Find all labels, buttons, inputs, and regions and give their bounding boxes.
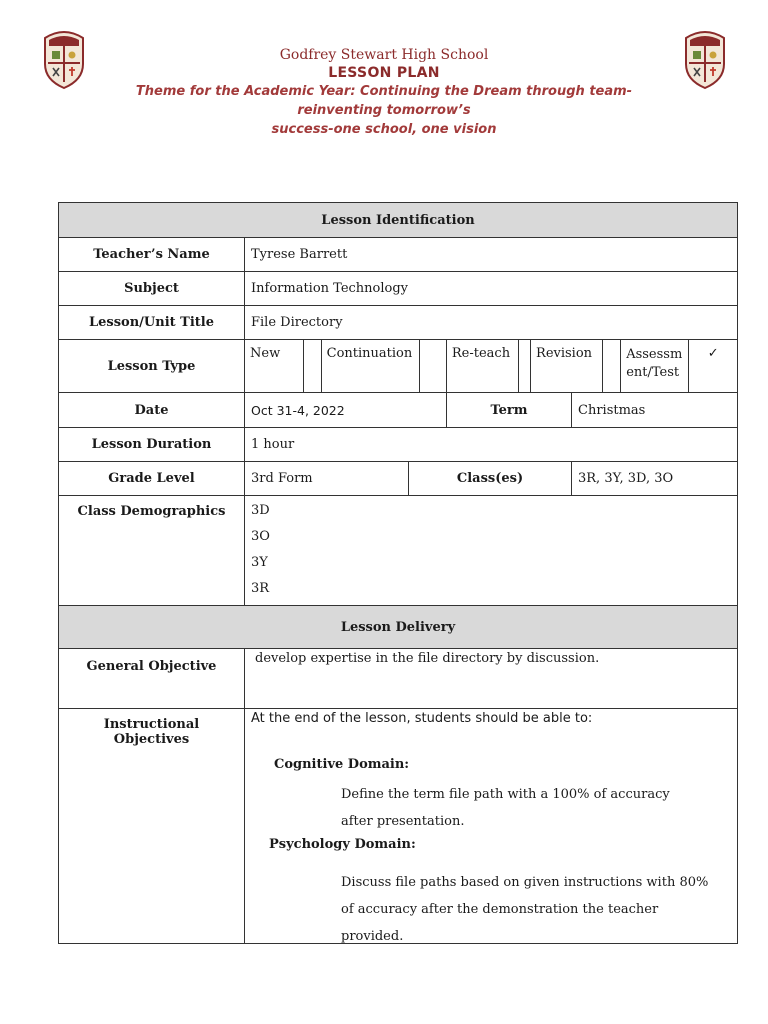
unit-title-value: File Directory [245,306,738,340]
lesson-plan-table [58,202,738,944]
lesson-duration-value: 1 hour [245,428,738,462]
section-lesson-identification: Lesson Identification [59,203,738,238]
lesson-type-reteach: Re-teach [446,340,518,392]
general-objective-value: develop expertise in the file directory by discussion. [245,649,738,709]
teacher-name-label: Teacher’s Name [59,238,245,272]
cognitive-domain-text: Define the term file path with a 100% of accuracy after presentation. [341,787,670,829]
lesson-type-new-mark [303,340,321,392]
lesson-type-continuation-mark [419,340,446,392]
section-lesson-delivery: Lesson Delivery [59,606,738,649]
class-demographics-list [245,496,738,606]
list-item: 3Y [251,555,268,570]
teacher-name-value: Tyrese Barrett [245,238,738,272]
unit-title-label: Lesson/Unit Title [59,306,245,340]
lesson-type-revision: Revision [531,340,603,392]
term-value: Christmas [572,393,738,428]
theme-line: Theme for the Academic Year: Continuing the Dream through team-reinventing tomorrow’s [135,84,633,118]
theme-line-2: success-one school, one vision [271,122,497,137]
lesson-type-continuation: Continuation [321,340,419,392]
school-name: Godfrey Stewart High School [279,47,489,63]
school-crest-icon [39,24,89,90]
instructional-objectives-content [245,709,738,944]
lesson-type-options [245,340,738,393]
lesson-type-label: Lesson Type [59,340,245,393]
classes-value: 3R, 3Y, 3D, 3O [572,462,738,496]
document-title: LESSON PLAN [328,65,440,81]
date-label: Date [59,393,245,428]
lesson-type-revision-mark [603,340,621,392]
cognitive-domain-heading: Cognitive Domain: [274,757,410,772]
grade-level-value: 3rd Form [245,462,409,496]
lesson-type-assessment: Assessment/Test [621,340,689,392]
list-item: 3O [251,529,270,544]
objectives-intro: At the end of the lesson, students should be able to: [251,711,593,726]
grade-level-label: Grade Level [59,462,245,496]
list-item: 3D [251,503,270,518]
lesson-duration-label: Lesson Duration [59,428,245,462]
subject-label: Subject [59,272,245,306]
classes-label: Class(es) [409,462,572,496]
subject-value: Information Technology [245,272,738,306]
class-demographics-label: Class Demographics [59,496,245,606]
school-crest-icon [680,24,730,90]
document-header [110,46,658,139]
term-label: Term [447,393,572,428]
lesson-type-assessment-mark: ✓ [689,340,737,392]
lesson-type-reteach-mark [519,340,531,392]
psychology-domain-heading: Psychology Domain: [269,837,416,852]
date-value: Oct 31-4, 2022 [245,393,447,428]
lesson-type-new: New [250,346,281,361]
psychology-domain-text: Discuss file paths based on given instructions with 80% of accuracy after the demonstration the teacher provided. [341,875,709,944]
general-objective-label: General Objective [59,649,245,709]
instructional-objectives-label: Instructional Objectives [59,709,245,944]
list-item: 3R [251,581,270,596]
